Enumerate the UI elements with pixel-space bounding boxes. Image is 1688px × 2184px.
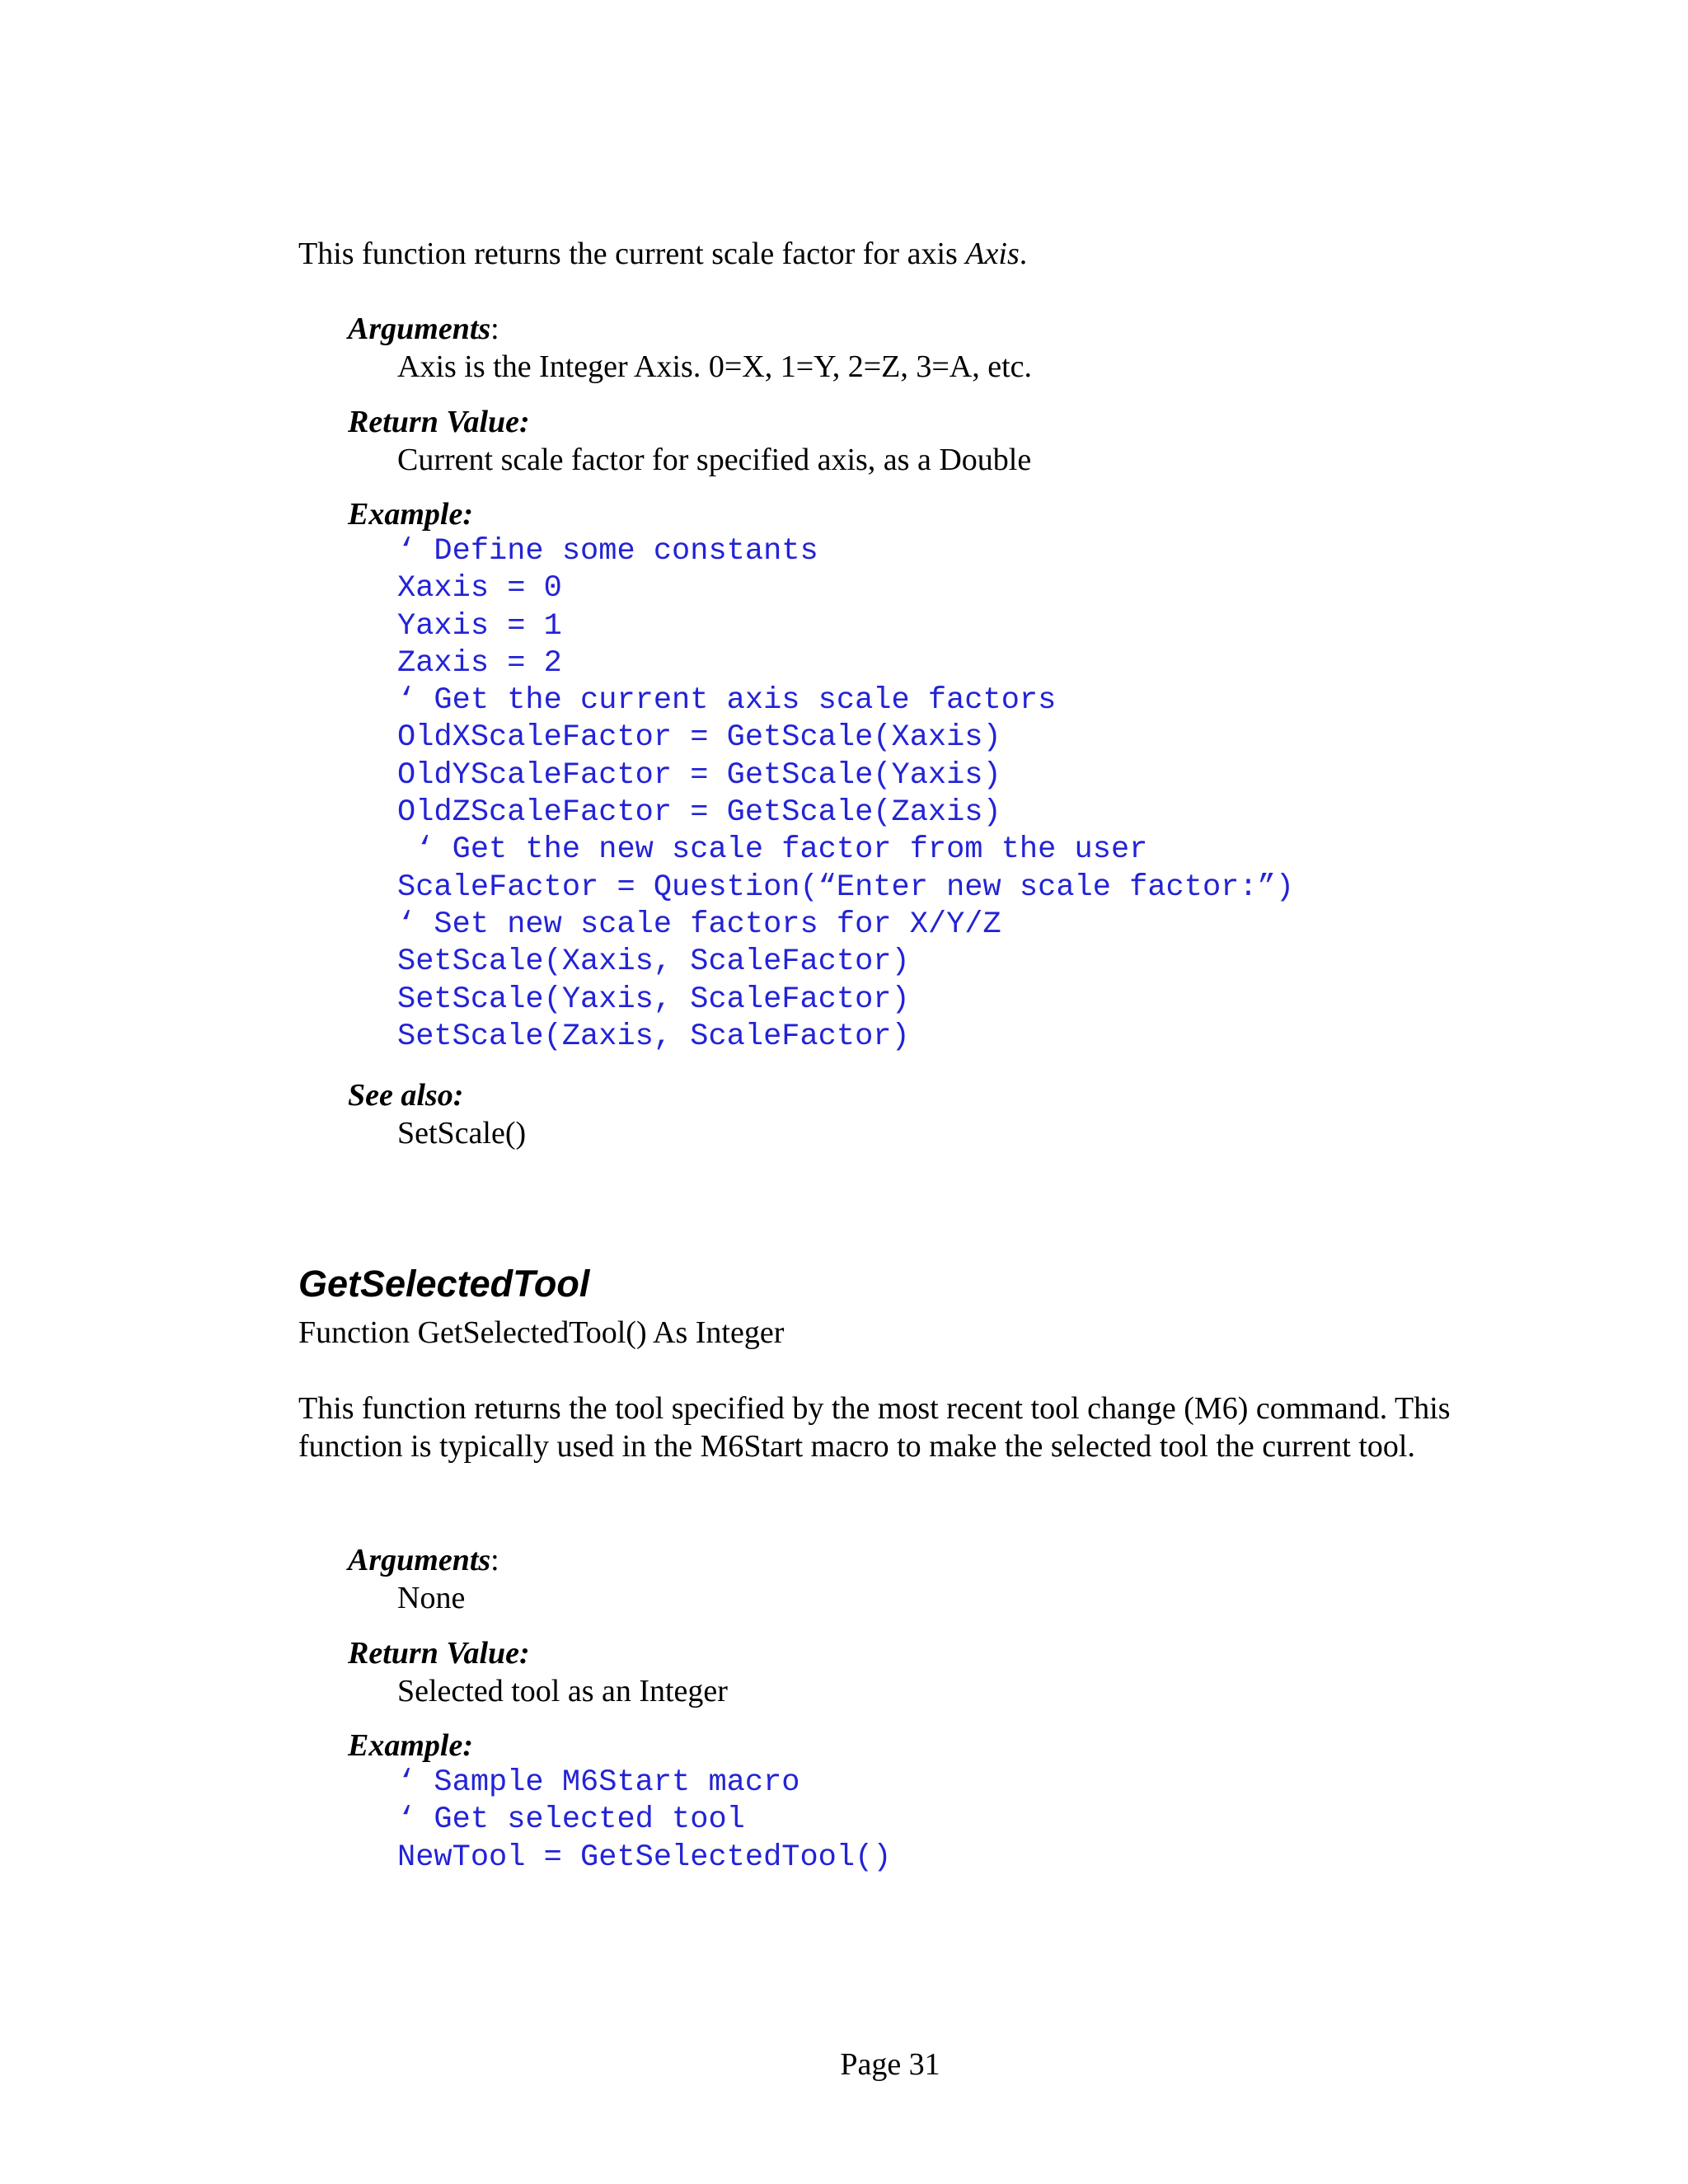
section-heading: GetSelectedTool: [298, 1263, 590, 1305]
example-code-block: [397, 1765, 892, 1877]
code-line: ‘ Define some constants: [397, 534, 818, 569]
code-line: Xaxis = 0: [397, 571, 562, 607]
arguments-label-text: Arguments: [348, 312, 491, 346]
code-line: ScaleFactor = Question(“Enter new scale factor:”): [397, 869, 1294, 905]
function-description: This function returns the tool specified by the most recent tool change (M6) command. This function is typically used in the M6Start macro to make the selected tool the current tool.: [298, 1391, 1451, 1464]
axis-term: Axis: [965, 237, 1020, 271]
function-signature: Function GetSelectedTool() As Integer: [298, 1315, 785, 1350]
return-value-text: Selected tool as an Integer: [397, 1674, 728, 1708]
code-line: SetScale(Yaxis, ScaleFactor): [397, 982, 910, 1017]
page-number: Page 31: [840, 2047, 940, 2082]
example-label: Example:: [348, 1728, 473, 1763]
code-line: ‘ Get the current axis scale factors: [397, 683, 1057, 719]
example-label: Example:: [348, 497, 473, 532]
code-line: SetScale(Xaxis, ScaleFactor): [397, 944, 910, 980]
code-line: SetScale(Zaxis, ScaleFactor): [397, 1019, 910, 1054]
code-line: ‘ Set new scale factors for X/Y/Z: [397, 907, 1001, 942]
function-description: [298, 235, 1493, 273]
code-line: ‘ Get the new scale factor from the user: [397, 832, 1148, 868]
arguments-colon: :: [490, 312, 499, 346]
return-value-label: Return Value:: [348, 405, 530, 439]
code-line: Yaxis = 1: [397, 608, 562, 644]
see-also-link: SetScale(): [397, 1116, 527, 1151]
code-line: NewTool = GetSelectedTool(): [397, 1840, 892, 1875]
arguments-colon: :: [490, 1543, 499, 1577]
see-also-label: See also:: [348, 1078, 464, 1113]
arguments-label: [348, 1541, 499, 1579]
return-value-text: Current scale factor for specified axis, as a Double: [397, 443, 1032, 477]
code-line: ‘ Sample M6Start macro: [397, 1765, 800, 1800]
arguments-label: [348, 310, 499, 348]
description-text: This function returns the current scale factor for axis: [298, 237, 966, 271]
code-line: OldZScaleFactor = GetScale(Zaxis): [397, 795, 1001, 831]
code-line: OldXScaleFactor = GetScale(Xaxis): [397, 720, 1001, 756]
arguments-text: Axis is the Integer Axis. 0=X, 1=Y, 2=Z, 3=A, etc.: [397, 349, 1033, 384]
description-end: .: [1019, 237, 1028, 271]
code-line: ‘ Get selected tool: [397, 1802, 745, 1838]
return-value-label: Return Value:: [348, 1636, 530, 1671]
code-line: Zaxis = 2: [397, 645, 562, 681]
example-code-block: [397, 533, 1294, 1056]
arguments-text: None: [397, 1581, 466, 1615]
arguments-label-text: Arguments: [348, 1543, 491, 1577]
code-line: OldYScaleFactor = GetScale(Yaxis): [397, 757, 1001, 793]
